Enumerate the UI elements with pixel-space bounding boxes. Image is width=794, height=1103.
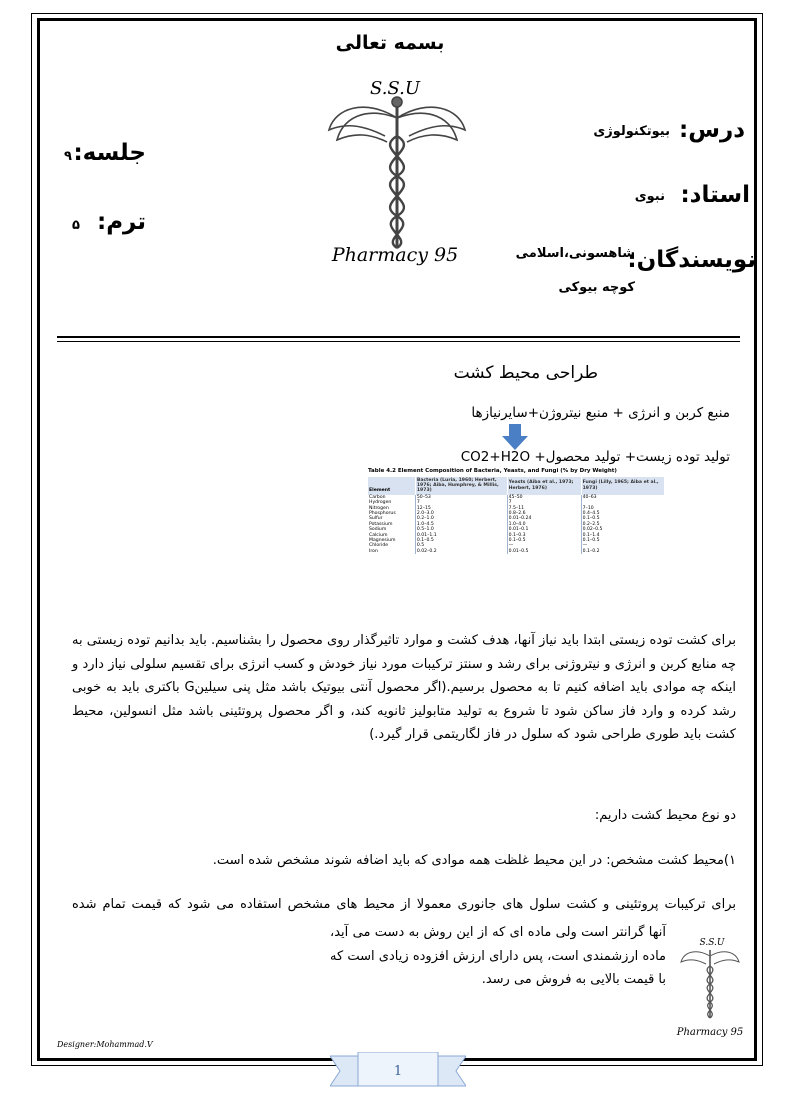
figure-outputs-line: تولید توده زیست+ تولید محصول+ CO2+H2O xyxy=(460,449,730,465)
table-cell: 0.1–0.5 xyxy=(507,538,581,543)
types-heading: دو نوع محیط کشت داریم: xyxy=(594,808,736,823)
paragraph-proteins: برای ترکیبات پروتئینی و کشت سلول های جانوری معمولا از محیط های مشخص استفاده می شود که قیمت تمام شده xyxy=(72,897,736,912)
table-cell: Magnesium xyxy=(369,537,396,543)
table-cell: 0.1–0.3 xyxy=(507,533,581,538)
paragraph-proteins-cont: آنها گرانتر است ولی ماده ای که از این روش به دست می آید، ماده ارزشمندی است، پس دارای ارزش افزوده زیادی است که با قیمت بالایی به فروش می رسد. xyxy=(330,925,666,987)
course-label: درس: xyxy=(679,117,745,143)
table-cell: 0.5–1.0 xyxy=(415,527,507,532)
caduceus-logo-small xyxy=(680,940,740,1022)
table-cell: 0.01–0.1 xyxy=(507,527,581,532)
table-cell: 45–50 xyxy=(507,495,581,500)
table-cell: 0.01–1.1 xyxy=(415,533,507,538)
authors-line1: شاهسونی،اسلامی xyxy=(515,246,635,261)
table-header-cell: Fungi (Lilly, 1965; Aiba et al., 1973) xyxy=(581,477,664,495)
header-divider-thin xyxy=(57,341,740,342)
table-cell: 1.0–4.0 xyxy=(507,522,581,527)
bismillah: بسمه تعالی xyxy=(335,32,445,54)
page-number: 1 xyxy=(393,1064,403,1079)
teacher-label: استاد: xyxy=(680,182,750,208)
table-header-row xyxy=(368,477,664,495)
table-cell: Potassium xyxy=(369,521,393,527)
logo-pharmacy-text-small: Pharmacy 95 xyxy=(676,1027,744,1038)
table-cell: 1.0–4.5 xyxy=(415,522,507,527)
table-cell: 0.1–0.5 xyxy=(415,538,507,543)
logo-pharmacy-text: Pharmacy 95 xyxy=(331,244,459,266)
table-cell: 0.1–0.5 xyxy=(581,516,664,521)
designer-credit: Designer:Mohammad.V xyxy=(57,1040,153,1049)
table-caption: Table 4.2 Element Composition of Bacteria, Yeasts, and Fungi (% by Dry Weight) xyxy=(368,468,617,474)
term-value: ۵ xyxy=(72,218,80,233)
table-cell: 0.1–0.5 xyxy=(581,538,664,543)
table-cell: — xyxy=(581,543,664,548)
defined-medium-line: ۱)محیط کشت مشخص: در این محیط غلظت همه موادی که باید اضافه شوند مشخص شده است. xyxy=(212,853,736,868)
table-cell: Hydrogen xyxy=(369,500,392,506)
session-label: جلسه: xyxy=(73,140,146,166)
logo-ssu-text-small: S.S.U xyxy=(699,938,725,948)
table-cell: 2.0–3.0 xyxy=(415,511,507,516)
table-cell: 0.02–0.2 xyxy=(415,549,507,554)
table-cell: Sulfur xyxy=(369,516,383,522)
paragraph-intro: برای کشت توده زیستی ابتدا باید نیاز آنها، هدف کشت و موارد تاثیرگذار روی محصول را بشناسیم. باید بدانیم توده زیستی به چه منابع کربن و انرژی و نیتروژنی برای رشد و سنتز ترکیبات مورد نیاز خودش و کسب انرژی برای تقسیم سلولی نیاز دارد و اینکه چه موادی باید اضافه کنیم تا به محصول برسیم.(اگر محصول آنتی بیوتیک باشد مثل پنی سیلینG باکتری باید به خوبی رشد کرده و وارد فاز ساکن شود تا شروع به تولید متابولیز ثانویه کند، و اگر محصول پروتئینی باشد مثل انسولین، محیط کشت باید طوری طراحی شود که سلول در فاز لگاریتمی قرار گیرد.) xyxy=(72,633,736,742)
table-cell: 7.5–11 xyxy=(507,506,581,511)
authors-label: نویسندگان: xyxy=(627,247,756,273)
table-cell: Nitrogen xyxy=(369,505,389,511)
table-cell: Iron xyxy=(369,548,378,554)
down-arrow-icon xyxy=(500,424,530,450)
table-cell: 0.8–2.6 xyxy=(507,511,581,516)
table-header-cell: Bacteria (Luria, 1960; Herbert, 1976; Aiba, Humphrey, & Millis, 1973) xyxy=(415,477,507,495)
table-cell: Chloride xyxy=(369,543,389,549)
element-composition-table xyxy=(368,468,664,583)
table-cell: 50–53 xyxy=(415,495,507,500)
figure-inputs-line: منبع کربن و انرژی + منبع نیتروژن+سایرنیازها xyxy=(471,405,730,421)
table-cell: 0.01–0.24 xyxy=(507,516,581,521)
table-cell: 7 xyxy=(415,500,507,505)
table-cell: 0.1–0.2 xyxy=(581,549,664,554)
figure-title: طراحی محیط کشت xyxy=(453,363,598,383)
table-cell: 0.1–1.4 xyxy=(581,533,664,538)
table-cell: 0.2–1.0 xyxy=(415,516,507,521)
course-value: بیوتکنولوژی xyxy=(593,124,670,139)
table-cell: 0.02–0.5 xyxy=(581,527,664,532)
table-cell: Phosphorus xyxy=(369,510,396,516)
composition-table xyxy=(368,477,664,555)
table-cell: 0.4–4.5 xyxy=(581,511,664,516)
table-cell: Carbon xyxy=(369,494,386,500)
session-value: ۹ xyxy=(64,149,72,164)
table-cell: 0.5 xyxy=(415,543,507,548)
table-cell: Sodium xyxy=(369,527,387,533)
table-cell: 0.01–0.5 xyxy=(507,549,581,554)
table-cell: 0.2–2.5 xyxy=(581,522,664,527)
table-header-cell: Element xyxy=(369,488,391,494)
logo-ssu-text: S.S.U xyxy=(370,78,420,99)
table-cell: 7 xyxy=(507,500,581,505)
table-cell: Calcium xyxy=(369,532,388,538)
term-label: ترم: xyxy=(97,209,146,235)
header-divider xyxy=(57,336,740,338)
table-cell: 40–63 xyxy=(581,495,664,500)
table-cell: 12–15 xyxy=(415,506,507,511)
teacher-value: نبوی xyxy=(634,189,665,204)
table-cell: — xyxy=(507,543,581,548)
authors-line2: کوچه بیوکی xyxy=(558,280,635,295)
table-row xyxy=(368,549,664,554)
table-header-cell: Yeasts (Aiba et al., 1973; Herbert, 1976) xyxy=(507,477,581,495)
table-cell: 7–10 xyxy=(581,506,664,511)
